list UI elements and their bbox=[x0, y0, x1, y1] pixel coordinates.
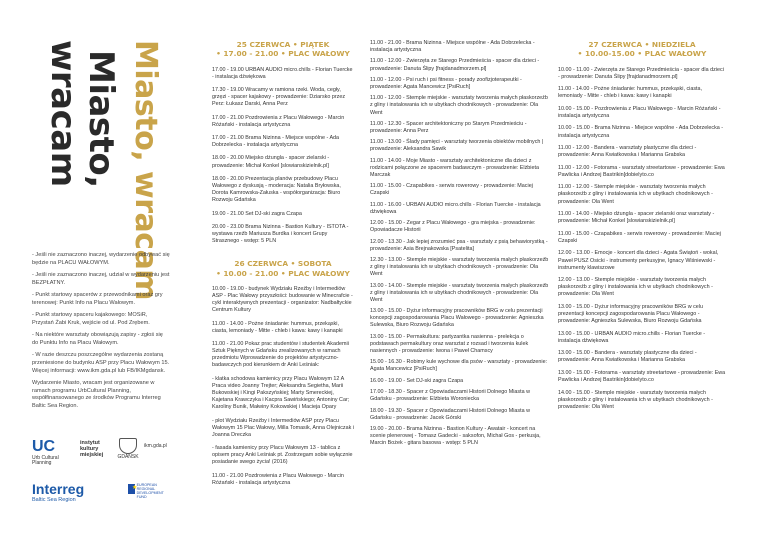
gdansk-text: GDAŃSK bbox=[117, 454, 139, 460]
day-subtitle: • 17.00 - 21.00 • PLAC WAŁOWY bbox=[216, 49, 350, 59]
ikm-text: instytut kultury miejskiej bbox=[80, 440, 104, 459]
eu-logo bbox=[128, 484, 174, 500]
day-subtitle: • 10.00 - 21.00 • PLAC WAŁOWY bbox=[216, 268, 350, 278]
note: - Jeśli nie zaznaczono inaczej, wydarzenie odbywać się będzie na PLACU WAŁOWYM. bbox=[32, 252, 170, 266]
saturday-events-part2 bbox=[370, 40, 550, 447]
event-entry: 10.00 - 19.00 - budynek Wydziału Rzeźby i Intermediów ASP - Plac Wałowy przyszłości: budowanie w Minecrafcie - cykl interaktywnych prezentacji - organizator: Nadbałtyckie Centrum Kultury bbox=[212, 285, 353, 314]
event-entry: 12.30 - 13.00 - Stemple miejskie - warsztaty tworzenia małych płaskorzeźb z gliny i instalowania ich w ubytkach chodnikowych - prowadzenie: Ola Went bbox=[370, 257, 549, 278]
eu-text: EUROPEAN REGIONAL DEVELOPMENT FUND bbox=[136, 483, 164, 499]
eu-flag-icon bbox=[128, 484, 135, 494]
event-entry: 17.00 - 21.00 Brama Nizinna - Miejsce wspólne - Ada Dobrzelecka - instalacja artystyczna bbox=[212, 134, 340, 149]
event-entry: 11.00 - 13.00 - Ślady pamięci - warsztaty tworzenia obiektów mobilnych | prowadzenie: Aleksandra Sawik bbox=[370, 139, 544, 153]
event-entry: 10.00 - 15.00 - Pozdrowienia z Placu Wałowego - Marcin Różański - instalacja artystyczna bbox=[558, 105, 721, 119]
day-heading-friday bbox=[212, 40, 354, 59]
interreg-sub: Baltic Sea Region bbox=[32, 497, 76, 504]
event-entry: 11.00 - 15.00 - Czapabikes - serwis rowerowy - prowadzenie: Maciej Czapski bbox=[558, 230, 721, 244]
event-entry: 20.00 - 23.00 Brama Nizinna - Bastion Kultury - ISTOTA - wystawa rzeźb Mariusza Burdka i koncert Grupy Strasznego - wstęp: 5 PLN bbox=[212, 223, 349, 245]
event-entry: 11.00 - 14.00 - Moje Miasto - warsztaty architektoniczne dla dzieci z rodzicami połączone ze spacerem badawczym - prowadzenie: Elżbieta Marczak bbox=[370, 157, 539, 178]
note: Wydarzenie Miasto, wracam jest organizowane w ramach programu UrbCultural Planning, współfinansowanego ze środków Programu Interreg Baltic Sea Region. bbox=[32, 380, 161, 409]
event-entry: 11.00 - 12.00 - Zwierzęta ze Starego Przedmieścia - spacer dla dzieci - prowadzenie: Danuta Ślipy [frajdanadmorzem.pl] bbox=[370, 58, 540, 72]
info-notes bbox=[32, 252, 170, 415]
title-line-1: Miasto, bbox=[81, 50, 121, 188]
day-title: 26 CZERWCA • SOBOTA bbox=[234, 259, 332, 269]
urbcultural-text: Urb Cultural Planning bbox=[32, 454, 59, 467]
event-entry: 13.00 - 15.00 - Permakultura: partyzantka nasienna - prelekcja o podstawach permakultury oraz warsztat z rozsad i tworzenia kulek nasiennych - prowadzenie: Iwona i Paweł Chamscy bbox=[370, 333, 529, 354]
day-title: 25 CZERWCA • PIĄTEK bbox=[236, 40, 330, 49]
gdansk-crest-icon bbox=[119, 438, 137, 454]
note: - Na niektóre warsztaty obowiązują zapisy - zgłoś się do Punktu Info na Placu Wałowym. bbox=[32, 332, 163, 346]
ikm-logo bbox=[80, 440, 110, 458]
event-entry: 10.00 - 11.00 - Zwierzęta ze Starego Przedmieścia - spacer dla dzieci - prowadzenie: Danuta Ślipy [frajdanadmorzem.pl] bbox=[558, 66, 724, 80]
event-entry: 12.00 - 15.00 - Zegar z Placu Wałowego - gra miejska - prowadzenie: Opowiadacze Historii bbox=[370, 220, 536, 234]
day-title: 27 CZERWCA • NIEDZIELA bbox=[588, 40, 696, 49]
event-entry: 18.00 - 20.00 Prezentacja planów przebudowy Placu Wałowego z dyskusją - moderacja: Natalia Bryłowska, Dorota Kamrowska-Załuska - współorganizacja: Biuro Rozwoju Gdańska bbox=[212, 175, 341, 204]
urbcultural-logo bbox=[32, 438, 60, 467]
event-entry: 11.00 - 14.00 - Pożne śniadanie: hummus, przekąski, ciasta, lemoniady - Mitte - chleb i kawa: kawy i kanapki bbox=[212, 320, 343, 334]
sponsor-logos bbox=[32, 438, 172, 508]
event-entry: 13.00 - 15.00 - Dyżur informacyjny pracowników BRG w celu prezentacji koncepcji zagospodarowania Placu Wałowego - prowadzenie: Agnieszka Sulewska, Biuro Rozwoju Gdańska bbox=[370, 308, 544, 329]
day-heading-saturday bbox=[212, 259, 354, 278]
event-entry: 11.00 - 21.00 Pozdrowienia z Placu Wałowego - Marcin Różański - instalacja artystyczna bbox=[212, 472, 344, 486]
note: - Jeśli nie zaznaczono inaczej, udział w wydarzeniu jest BEZPŁATNY. bbox=[32, 272, 170, 286]
event-entry: 13.00 - 15.00 - Bandera - warsztaty plastyczne dla dzieci - prowadzenie: Anna Kwiatkowska i Marianna Grabska bbox=[558, 350, 697, 364]
event-entry: - fasada kamienicy przy Placu Wałowym 13 - tablica z opisem pracy Anki Leśniak pt. Zostrzegam sobie wyłącznie posiadanie swego życia! (2016) bbox=[212, 445, 353, 466]
event-entry: 13.00 - 14.00 - Stemple miejskie - warsztaty tworzenia małych płaskorzeźb z gliny i instalowania ich w ubytkach chodnikowych - prowadzenie: Ola Went bbox=[370, 282, 549, 303]
event-entry: 11.00 - 12.00 - Stemple miejskie - warsztaty tworzenia małych płaskorzeźb z gliny i instalowania ich w ubytkach chodnikowych - prowadzenie: Ola Went bbox=[370, 95, 548, 116]
gdansk-logo bbox=[116, 438, 140, 461]
note: - W razie deszczu poszczególne wydarzenia zostaną przeniesione do budynku ASP przy Placu Wałowym 15. Więcej informacji: www.ikm.gda.pl lub FB/IKMgdansk. bbox=[32, 352, 170, 374]
event-entry: 13.00 - 15.00 - URBAN AUDIO micro.chills - Florian Tuercke - instalacja dźwiękowa bbox=[558, 330, 706, 344]
event-entry: 11.00 - 21.00 - Brama Nizinna - Miejsce wspólne - Ada Dobrzelecka - instalacja artystyczna bbox=[370, 40, 535, 54]
sunday-events bbox=[558, 67, 726, 411]
event-entry: 19.00 - 21.00 Set DJ-ski zagra Czapa bbox=[212, 210, 302, 217]
ikm-url: ikm.gda.pl bbox=[144, 443, 167, 449]
event-entry: 17.00 - 21.00 Pozdrowienia z Placu Wałowego - Marcin Różański - instalacja artystyczna bbox=[212, 114, 345, 128]
event-entry: 12.00 - 13.30 - Jak lepiej zrozumieć psa - warsztaty z psią behawiorystką - prowadzenie: Asia Brejnakowska [Psatelita] bbox=[370, 238, 548, 252]
event-entry: 17.00 - 18.30 - Spacer z Opowiadaczami Historii Dolnego Miasta w Gdańsku - prowadzenie: Elżbieta Woroniecka bbox=[370, 389, 530, 403]
interreg-text: Interreg bbox=[32, 481, 85, 497]
day-subtitle: • 10.00-15.00 • PLAC WAŁOWY bbox=[577, 49, 707, 59]
column-sunday bbox=[558, 40, 726, 416]
event-entry: 16.00 - 19.00 - Set DJ-ski zagra Czapa bbox=[370, 377, 464, 384]
day-heading-sunday bbox=[558, 40, 726, 59]
event-entry: 11.00 - 21.00 Pokaz prac studentów i studentek Akademii Sztuk Pięknych w Gdańsku zrealizowanych w ramach przedmiotu Wprowadzenie do projektów artystyczno-badawczych pod kierunkiem dr Anki Leśniak: bbox=[212, 341, 349, 369]
urbcultural-mark: UC bbox=[32, 438, 56, 455]
event-entry: - klatka schodowa kamienicy przy Placu Wałowym 12 A Praca video Joanny Trejter; Aleksandra Segietha, Marii Bukowskiej i Kingi Pakszyńskiej; Marty Smereckiej, Kajetana Krawczyka i Kacpra Sawińskiego; Antoniny Car; Karoliny Bunik, Małwiny Kokowskiej i Macieja Opary bbox=[212, 375, 350, 411]
event-entry: - płot Wydziału Rzeźby i Intermediów ASP przy Placu Wałowym 15 Plac Wałowy, Milla Tomasik, Anna Olejniczak i Joanna Dreczka bbox=[212, 417, 354, 438]
column-saturday-cont bbox=[370, 40, 550, 452]
event-entry: 11.00 - 12.00 - Fotorama - warsztaty streetartowe - prowadzenie: Ewa Pawlicka i Andrzej Bastrikin[dobielyto.co bbox=[558, 164, 725, 178]
event-entry: 12.00 - 13.00 - Stemple miejskie - warsztaty tworzenia małych płaskorzeźb z gliny i instalowania ich w ubytkach chodnikowych - prowadzenie: Ola Went bbox=[558, 277, 713, 298]
event-entry: 10.00 - 15.00 - Brama Nizinna - Miejsce wspólne - Ada Dobrzelecka - instalacja artystyczna bbox=[558, 125, 724, 139]
event-entry: 18.00 - 20.00 Miejsko dżungla - spacer zielarski - prowadzenie: Michał Konkel [slowianskizielnik.pl] bbox=[212, 155, 330, 169]
friday-events bbox=[212, 67, 354, 246]
event-entry: 13.00 - 15.00 - Dyżur informacyjny pracowników BRG w celu prezentacji koncepcji zagospodarowania Placu Wałowego - prowadzenie: Agnieszka Sulewska, Biuro Rozwoju Gdańska bbox=[558, 303, 704, 325]
event-entry: 11.00 - 12.00 - Psi ruch i psi fitness - porady zoofizjoterapeutki - prowadzenie: Agata Mancewicz [PsiRuch] bbox=[370, 76, 522, 90]
event-entry: 17.00 - 19.00 URBAN AUDIO micro.chills - Florian Tuercke - instalacja dźwiękowa bbox=[212, 66, 353, 80]
event-entry: 11.00 - 16.00 - URBAN AUDIO micro.chills - Florian Tuercke - instalacja dźwiękowa bbox=[370, 201, 541, 215]
interreg-logo bbox=[32, 482, 92, 503]
note: - Punkt startowy spacerów z przewodnikami oraz gry terenowej: Punkt Info na Placu Wałowym. bbox=[32, 292, 163, 306]
event-entry: 18.00 - 19.30 - Spacer z Opowiadaczami Historii Dolnego Miasta w Gdańsku - prowadzenie: Jacek Górski bbox=[370, 407, 530, 421]
event-entry: 12.00 - 13.00 - Emocje - koncert dla dzieci - Agata Świątoń - wokal, Paweł PUSZ Osicki - instrumenty perkusyjne, Ignacy Wiśniewski - instrumenty klawiszowe bbox=[558, 250, 719, 271]
event-entry: 11.00 - 12.00 - Bandera - warsztaty plastyczne dla dzieci - prowadzenie: Anna Kwiatkowska i Marianna Grabska bbox=[558, 145, 697, 159]
event-entry: 19.00 - 20.00 - Brama Nizinna - Bastion Kultury - Awatair - koncert na scenie plenerowej - Tomasz Gadecki - saksofon, Michał Gos - perkusja, Marcin Bożek - gitara basowa - wstęp: 5 PLN bbox=[370, 425, 541, 447]
event-entry: 13.00 - 15.00 - Fotorama - warsztaty streetartowe - prowadzenie: Ewa Pawlicka i Andrzej Bastrikin[dobielyto.co bbox=[558, 369, 726, 384]
title-line-2: wracam bbox=[43, 40, 83, 187]
event-entry: 11.00 - 14.00 - Miejsko dżungla - spacer zielarski oraz warsztaty - prowadzenie: Michał Konkel [slowianskizielnik.pl] bbox=[558, 211, 715, 225]
event-entry: 15.00 - 16.30 - Robimy kule wychowe dla psów - warsztaty - prowadzenie: Agata Mancewicz [PsiRuch] bbox=[370, 359, 548, 373]
event-entry: 17.30 - 19.00 Wracamy w ramiona rzeki. Woda, cegły, grzęzi - spacer kajakowy - prowadzenie: Dziarsko przez Perz: Łukasz Darski, Anna Perz bbox=[212, 86, 346, 108]
left-panel bbox=[0, 0, 175, 537]
saturday-events-part1 bbox=[212, 286, 354, 487]
event-entry: 11.00 - 12.30 - Spacer architektoniczny po Starym Przedmieściu - prowadzenie: Anna Perz bbox=[370, 120, 527, 134]
note: - Punkt startowy spaceru kajakowego: MOSiR, Przystań Żabi Kruk, wejście od ul. Pod Zrębem. bbox=[32, 312, 150, 326]
event-entry: 14.00 - 15.00 - Stemple miejskie - warsztaty tworzenia małych płaskorzeźb z gliny i instalowania ich w ubytkach chodnikowych - prowadzenie: Ola Went bbox=[558, 389, 713, 410]
column-friday-saturday bbox=[212, 40, 354, 493]
event-entry: 11.00 - 12.00 - Stemple miejskie - warsztaty tworzenia małych płaskorzeźb z gliny i instalowania ich w ubytkach chodnikowych - prowadzenie: Ola Went bbox=[558, 184, 713, 205]
event-entry: 11.00 - 15.00 - Czapabikes - serwis rowerowy - prowadzenie: Maciej Czapski bbox=[370, 183, 533, 197]
event-entry: 11.00 - 14.00 - Pożne śniadanie: hummus, przekąski, ciasta, lemoniady - Mitte - chleb i kawa: kawy i kanapki bbox=[558, 86, 703, 100]
title-gold: Miasto, wracam bbox=[128, 40, 163, 301]
